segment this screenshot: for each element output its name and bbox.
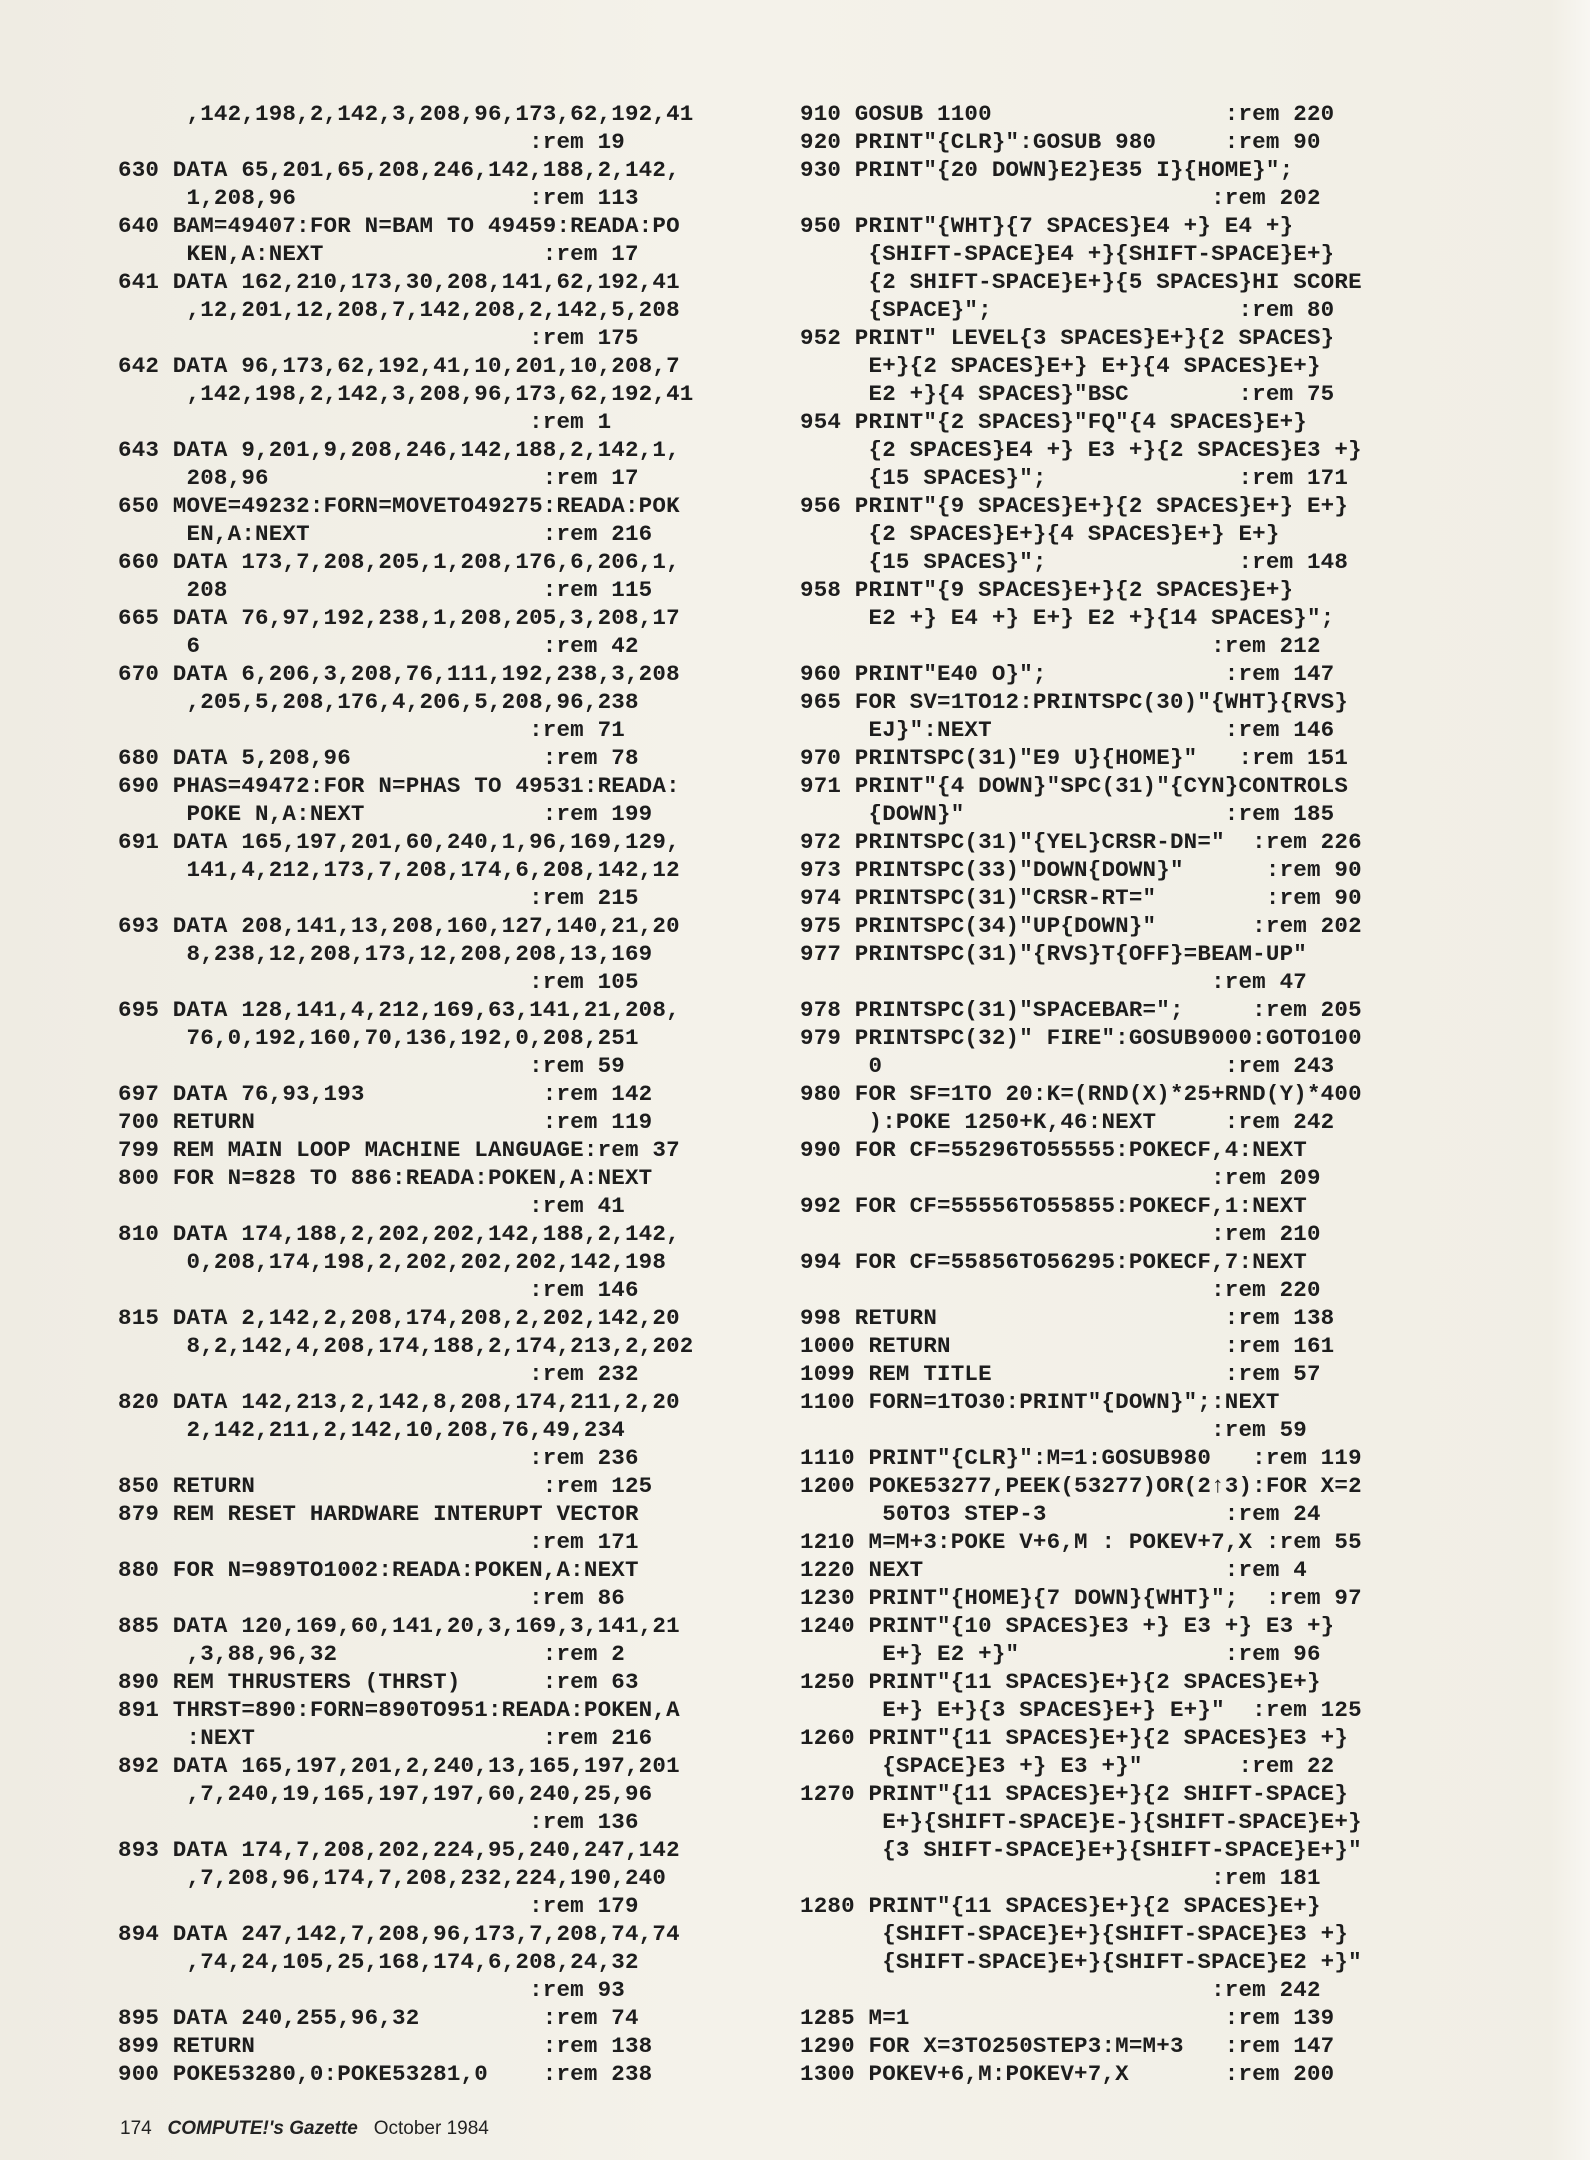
code-line: {15 SPACES}"; :rem 148 bbox=[800, 549, 1349, 575]
code-line: 700 RETURN :rem 119 bbox=[118, 1109, 653, 1135]
code-line: 920 PRINT"{CLR}":GOSUB 980 :rem 90 bbox=[800, 129, 1321, 155]
page-number: 174 bbox=[120, 2118, 152, 2139]
code-line: 885 DATA 120,169,60,141,20,3,169,3,141,21 bbox=[118, 1613, 680, 1639]
code-line: 956 PRINT"{9 SPACES}E+}{2 SPACES}E+} E+} bbox=[800, 493, 1349, 519]
code-line: 980 FOR SF=1TO 20:K=(RND(X)*25+RND(Y)*400 bbox=[800, 1081, 1362, 1107]
code-line: 1230 PRINT"{HOME}{7 DOWN}{WHT}"; :rem 97 bbox=[800, 1585, 1362, 1611]
code-line: :rem 179 bbox=[118, 1893, 639, 1919]
code-line: 630 DATA 65,201,65,208,246,142,188,2,142, bbox=[118, 157, 680, 183]
code-line: 1100 FORN=1TO30:PRINT"{DOWN}";:NEXT bbox=[800, 1389, 1280, 1415]
code-line: 974 PRINTSPC(31)"CRSR-RT=" :rem 90 bbox=[800, 885, 1362, 911]
code-line: {SHIFT-SPACE}E+}{SHIFT-SPACE}E2 +}" bbox=[800, 1949, 1362, 1975]
code-line: 2,142,211,2,142,10,208,76,49,234 bbox=[118, 1417, 625, 1443]
code-line: 8,2,142,4,208,174,188,2,174,213,2,202 bbox=[118, 1333, 694, 1359]
code-line: 820 DATA 142,213,2,142,8,208,174,211,2,20 bbox=[118, 1389, 680, 1415]
code-line: 697 DATA 76,93,193 :rem 142 bbox=[118, 1081, 653, 1107]
code-line: 994 FOR CF=55856TO56295:POKECF,7:NEXT bbox=[800, 1249, 1307, 1275]
code-line: 1240 PRINT"{10 SPACES}E3 +} E3 +} E3 +} bbox=[800, 1613, 1335, 1639]
code-line: :rem 202 bbox=[800, 185, 1321, 211]
code-line: E2 +}{4 SPACES}"BSC :rem 75 bbox=[800, 381, 1335, 407]
code-line: {SPACE}E3 +} E3 +}" :rem 22 bbox=[800, 1753, 1335, 1779]
code-line: 141,4,212,173,7,208,174,6,208,142,12 bbox=[118, 857, 680, 883]
code-line: :rem 242 bbox=[800, 1977, 1321, 2003]
code-line: 899 RETURN :rem 138 bbox=[118, 2033, 653, 2059]
code-line: 208 :rem 115 bbox=[118, 577, 653, 603]
code-line: :rem 47 bbox=[800, 969, 1307, 995]
code-line: :rem 105 bbox=[118, 969, 639, 995]
code-line: :rem 212 bbox=[800, 633, 1321, 659]
code-line: 642 DATA 96,173,62,192,41,10,201,10,208,7 bbox=[118, 353, 680, 379]
code-line: 660 DATA 173,7,208,205,1,208,176,6,206,1, bbox=[118, 549, 680, 575]
code-line: 815 DATA 2,142,2,208,174,208,2,202,142,20 bbox=[118, 1305, 680, 1331]
code-line: :rem 215 bbox=[118, 885, 639, 911]
code-line: E+} E+}{3 SPACES}E+} E+}" :rem 125 bbox=[800, 1697, 1362, 1723]
code-line: 978 PRINTSPC(31)"SPACEBAR="; :rem 205 bbox=[800, 997, 1362, 1023]
code-line: 973 PRINTSPC(33)"DOWN{DOWN}" :rem 90 bbox=[800, 857, 1362, 883]
code-line: :rem 71 bbox=[118, 717, 625, 743]
code-line: ,205,5,208,176,4,206,5,208,96,238 bbox=[118, 689, 639, 715]
code-line: :NEXT :rem 216 bbox=[118, 1725, 653, 1751]
code-line: {15 SPACES}"; :rem 171 bbox=[800, 465, 1349, 491]
code-line: 965 FOR SV=1TO12:PRINTSPC(30)"{WHT}{RVS} bbox=[800, 689, 1349, 715]
code-line: {SHIFT-SPACE}E4 +}{SHIFT-SPACE}E+} bbox=[800, 241, 1335, 267]
code-line: {2 SPACES}E+}{4 SPACES}E+} E+} bbox=[800, 521, 1280, 547]
code-line: 650 MOVE=49232:FORN=MOVETO49275:READA:POK bbox=[118, 493, 680, 519]
code-line: 977 PRINTSPC(31)"{RVS}T{OFF}=BEAM-UP" bbox=[800, 941, 1307, 967]
code-line: :rem 171 bbox=[118, 1529, 639, 1555]
code-line: :rem 41 bbox=[118, 1193, 625, 1219]
code-line: 970 PRINTSPC(31)"E9 U}{HOME}" :rem 151 bbox=[800, 745, 1349, 771]
code-line: POKE N,A:NEXT :rem 199 bbox=[118, 801, 653, 827]
code-line: :rem 136 bbox=[118, 1809, 639, 1835]
code-line: EJ}":NEXT :rem 146 bbox=[800, 717, 1335, 743]
code-line: ,7,240,19,165,197,197,60,240,25,96 bbox=[118, 1781, 653, 1807]
code-line: 0 :rem 243 bbox=[800, 1053, 1335, 1079]
code-line: 1290 FOR X=3TO250STEP3:M=M+3 :rem 147 bbox=[800, 2033, 1335, 2059]
code-line: 894 DATA 247,142,7,208,96,173,7,208,74,74 bbox=[118, 1921, 680, 1947]
listing-column-right bbox=[800, 100, 1510, 2088]
publication-name: COMPUTE!'s Gazette bbox=[167, 2118, 358, 2139]
code-line: :rem 1 bbox=[118, 409, 612, 435]
code-line: 690 PHAS=49472:FOR N=PHAS TO 49531:READA: bbox=[118, 773, 680, 799]
code-line: 958 PRINT"{9 SPACES}E+}{2 SPACES}E+} bbox=[800, 577, 1294, 603]
code-line: :rem 181 bbox=[800, 1865, 1321, 1891]
code-line: {SHIFT-SPACE}E+}{SHIFT-SPACE}E3 +} bbox=[800, 1921, 1349, 1947]
code-line: 930 PRINT"{20 DOWN}E2}E35 I}{HOME}"; bbox=[800, 157, 1294, 183]
code-line: ):POKE 1250+K,46:NEXT :rem 242 bbox=[800, 1109, 1335, 1135]
code-line: {3 SHIFT-SPACE}E+}{SHIFT-SPACE}E+}" bbox=[800, 1837, 1362, 1863]
code-line: ,12,201,12,208,7,142,208,2,142,5,208 bbox=[118, 297, 680, 323]
code-line: 890 REM THRUSTERS (THRST) :rem 63 bbox=[118, 1669, 639, 1695]
code-line: 665 DATA 76,97,192,238,1,208,205,3,208,17 bbox=[118, 605, 680, 631]
code-line: 799 REM MAIN LOOP MACHINE LANGUAGE:rem 37 bbox=[118, 1137, 680, 1163]
code-line: :rem 220 bbox=[800, 1277, 1321, 1303]
code-line: 691 DATA 165,197,201,60,240,1,96,169,129, bbox=[118, 829, 680, 855]
code-line: 1285 M=1 :rem 139 bbox=[800, 2005, 1335, 2031]
code-line: {2 SHIFT-SPACE}E+}{5 SPACES}HI SCORE bbox=[800, 269, 1362, 295]
code-line: :rem 59 bbox=[118, 1053, 625, 1079]
code-line: 850 RETURN :rem 125 bbox=[118, 1473, 653, 1499]
code-line: 891 THRST=890:FORN=890TO951:READA:POKEN,A bbox=[118, 1697, 680, 1723]
code-line: 1280 PRINT"{11 SPACES}E+}{2 SPACES}E+} bbox=[800, 1893, 1321, 1919]
code-line: 879 REM RESET HARDWARE INTERUPT VECTOR bbox=[118, 1501, 639, 1527]
code-line: 952 PRINT" LEVEL{3 SPACES}E+}{2 SPACES} bbox=[800, 325, 1335, 351]
code-line: 1270 PRINT"{11 SPACES}E+}{2 SHIFT-SPACE} bbox=[800, 1781, 1349, 1807]
code-line: 972 PRINTSPC(31)"{YEL}CRSR-DN=" :rem 226 bbox=[800, 829, 1362, 855]
code-line: 208,96 :rem 17 bbox=[118, 465, 639, 491]
page-edge-shading bbox=[1550, 0, 1590, 2160]
code-line: 643 DATA 9,201,9,208,246,142,188,2,142,1, bbox=[118, 437, 680, 463]
code-line: 1110 PRINT"{CLR}":M=1:GOSUB980 :rem 119 bbox=[800, 1445, 1362, 1471]
code-line: :rem 210 bbox=[800, 1221, 1321, 1247]
code-line: 1099 REM TITLE :rem 57 bbox=[800, 1361, 1321, 1387]
code-line: 971 PRINT"{4 DOWN}"SPC(31)"{CYN}CONTROLS bbox=[800, 773, 1349, 799]
code-line: {SPACE}"; :rem 80 bbox=[800, 297, 1335, 323]
code-line: 1260 PRINT"{11 SPACES}E+}{2 SPACES}E3 +} bbox=[800, 1725, 1349, 1751]
code-line: 695 DATA 128,141,4,212,169,63,141,21,208, bbox=[118, 997, 680, 1023]
code-line: 880 FOR N=989TO1002:READA:POKEN,A:NEXT bbox=[118, 1557, 639, 1583]
code-line: 990 FOR CF=55296TO55555:POKECF,4:NEXT bbox=[800, 1137, 1307, 1163]
code-line: EN,A:NEXT :rem 216 bbox=[118, 521, 653, 547]
code-line: :rem 209 bbox=[800, 1165, 1321, 1191]
code-line: 670 DATA 6,206,3,208,76,111,192,238,3,208 bbox=[118, 661, 680, 687]
code-line: 910 GOSUB 1100 :rem 220 bbox=[800, 101, 1335, 127]
code-line: 1,208,96 :rem 113 bbox=[118, 185, 639, 211]
code-line: :rem 19 bbox=[118, 129, 625, 155]
code-line: 641 DATA 162,210,173,30,208,141,62,192,41 bbox=[118, 269, 680, 295]
code-line: 1200 POKE53277,PEEK(53277)OR(2↑3):FOR X=2 bbox=[800, 1473, 1362, 1499]
code-line: 8,238,12,208,173,12,208,208,13,169 bbox=[118, 941, 653, 967]
code-line: 6 :rem 42 bbox=[118, 633, 639, 659]
code-line: 640 BAM=49407:FOR N=BAM TO 49459:READA:PO bbox=[118, 213, 680, 239]
code-line: 992 FOR CF=55556TO55855:POKECF,1:NEXT bbox=[800, 1193, 1307, 1219]
code-line: KEN,A:NEXT :rem 17 bbox=[118, 241, 639, 267]
code-line: :rem 146 bbox=[118, 1277, 639, 1303]
code-line: {DOWN}" :rem 185 bbox=[800, 801, 1335, 827]
code-line: :rem 175 bbox=[118, 325, 639, 351]
code-line: E+}{2 SPACES}E+} E+}{4 SPACES}E+} bbox=[800, 353, 1321, 379]
code-line: 998 RETURN :rem 138 bbox=[800, 1305, 1335, 1331]
code-line: 1300 POKEV+6,M:POKEV+7,X :rem 200 bbox=[800, 2061, 1335, 2087]
code-line: 800 FOR N=828 TO 886:READA:POKEN,A:NEXT bbox=[118, 1165, 653, 1191]
code-line: 680 DATA 5,208,96 :rem 78 bbox=[118, 745, 639, 771]
code-line: 960 PRINT"E40 O}"; :rem 147 bbox=[800, 661, 1335, 687]
code-line: 1210 M=M+3:POKE V+6,M : POKEV+7,X :rem 55 bbox=[800, 1529, 1362, 1555]
code-line: :rem 232 bbox=[118, 1361, 639, 1387]
code-line: 892 DATA 165,197,201,2,240,13,165,197,201 bbox=[118, 1753, 680, 1779]
code-line: 693 DATA 208,141,13,208,160,127,140,21,20 bbox=[118, 913, 680, 939]
code-line: 0,208,174,198,2,202,202,202,142,198 bbox=[118, 1249, 667, 1275]
code-line: ,142,198,2,142,3,208,96,173,62,192,41 bbox=[118, 101, 694, 127]
code-line: 895 DATA 240,255,96,32 :rem 74 bbox=[118, 2005, 639, 2031]
code-line: 50TO3 STEP-3 :rem 24 bbox=[800, 1501, 1321, 1527]
code-line: 950 PRINT"{WHT}{7 SPACES}E4 +} E4 +} bbox=[800, 213, 1294, 239]
code-line: ,74,24,105,25,168,174,6,208,24,32 bbox=[118, 1949, 639, 1975]
code-line: 1000 RETURN :rem 161 bbox=[800, 1333, 1335, 1359]
code-line: 893 DATA 174,7,208,202,224,95,240,247,142 bbox=[118, 1837, 680, 1863]
code-line: ,7,208,96,174,7,208,232,224,190,240 bbox=[118, 1865, 667, 1891]
code-line: :rem 93 bbox=[118, 1977, 625, 2003]
code-line: 900 POKE53280,0:POKE53281,0 :rem 238 bbox=[118, 2061, 653, 2087]
code-line: 810 DATA 174,188,2,202,202,142,188,2,142, bbox=[118, 1221, 680, 1247]
code-line: :rem 86 bbox=[118, 1585, 625, 1611]
code-line: {2 SPACES}E4 +} E3 +}{2 SPACES}E3 +} bbox=[800, 437, 1362, 463]
code-line: E+}{SHIFT-SPACE}E-}{SHIFT-SPACE}E+} bbox=[800, 1809, 1362, 1835]
code-line: ,142,198,2,142,3,208,96,173,62,192,41 bbox=[118, 381, 694, 407]
code-line: 76,0,192,160,70,136,192,0,208,251 bbox=[118, 1025, 639, 1051]
code-line: 1250 PRINT"{11 SPACES}E+}{2 SPACES}E+} bbox=[800, 1669, 1321, 1695]
code-line: ,3,88,96,32 :rem 2 bbox=[118, 1641, 625, 1667]
code-line: E+} E2 +}" :rem 96 bbox=[800, 1641, 1321, 1667]
issue-date: October 1984 bbox=[373, 2118, 489, 2139]
code-line: :rem 236 bbox=[118, 1445, 639, 1471]
code-line: 975 PRINTSPC(34)"UP{DOWN}" :rem 202 bbox=[800, 913, 1362, 939]
code-line: 954 PRINT"{2 SPACES}"FQ"{4 SPACES}E+} bbox=[800, 409, 1307, 435]
code-line: :rem 59 bbox=[800, 1417, 1307, 1443]
code-line: 1220 NEXT :rem 4 bbox=[800, 1557, 1307, 1583]
code-line: E2 +} E4 +} E+} E2 +}{14 SPACES}"; bbox=[800, 605, 1335, 631]
listing-column-left bbox=[118, 100, 768, 2088]
page-footer bbox=[120, 2118, 489, 2140]
code-line: 979 PRINTSPC(32)" FIRE":GOSUB9000:GOTO100 bbox=[800, 1025, 1362, 1051]
